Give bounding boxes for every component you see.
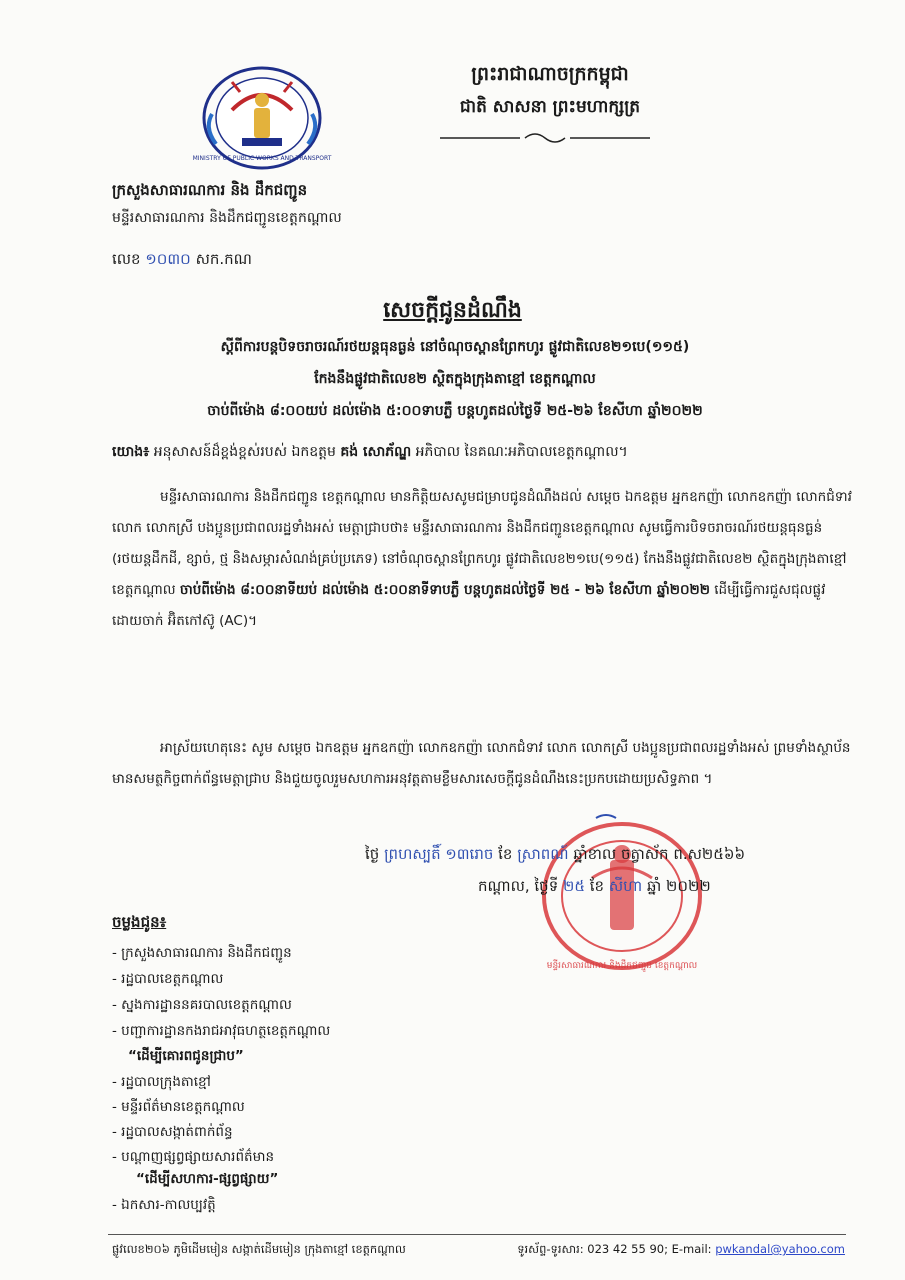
para-1-schedule: ចាប់ពីម៉ោង ៨:០០នាទីយប់ ដល់ម៉ោង ៥:០០នាទីទាបភ្លឺ បន្ដហូតដល់ថ្ងៃទី ២៥ - ២៦ ខែសីហា ឆ្នាំ២០២២: [179, 582, 710, 598]
distribution-item: - មន្ទីរព័ត៌មានខេត្តកណ្ដាល: [112, 1099, 245, 1115]
reference-line: [112, 442, 852, 463]
ministry-name: ក្រសួងសាធារណការ និង ដឹកជញ្ជូន: [112, 181, 308, 199]
distribution-item: - បញ្ជាការដ្ឋានកងរាជអាវុធហត្ថខេត្តកណ្ដាល: [112, 1023, 331, 1039]
ref-suffix: សក.កណ: [195, 250, 252, 268]
solar-day: ២៥: [563, 877, 585, 895]
distribution-heading: ចម្លងជូន៖: [112, 913, 167, 931]
subtitle-line-3: ចាប់ពីម៉ោង ៨:០០យប់ ដល់ម៉ោង ៥:០០ទាបភ្លឺ បន្ដហូតដល់ថ្ងៃទី ២៥-២៦ ខែសីហា ឆ្នាំ២០២២: [207, 403, 703, 419]
para-1-text-2: ដើម្បីធ្វើការជួសជុលផ្លូវដោយចាក់ អ៊ិតកៅស៊ូ (AC)។: [112, 582, 826, 629]
distribution-item: - រដ្ឋបាលក្រុងតាខ្មៅ: [112, 1074, 211, 1090]
document-title: សេចក្ដីជូនដំណឹង: [383, 298, 522, 323]
distribution-item: - ឯកសារ-កាលប្បវត្តិ: [112, 1197, 216, 1213]
footer-divider: [108, 1234, 846, 1235]
reference-number-line: [112, 250, 252, 272]
notice-paragraph-2: អាស្រ័យហេតុនេះ សូម សម្ដេច ឯកឧត្ដម អ្នកឧកញ៉ា លោកឧកញ៉ា លោកជំទាវ លោក លោកស្រី បងប្អូនប្រជាពលរដ្ឋទាំងអស់ ព្រមទាំងស្ថាប័នមានសមត្ថកិច្ចពាក់ព័ន្ធមេត្តាជ្រាប និងជួយចូលរួមសហការអនុវត្តតាមខ្លឹមសារសេចក្ដីជូនដំណឹងនេះប្រកបដោយប្រសិទ្ធភាព ។: [112, 740, 851, 787]
distribution-item: - ក្រសួងសាធារណការ និងដឹកជញ្ជូន: [112, 945, 292, 961]
lunar-month: ស្រាពណ៍: [517, 845, 569, 863]
solar-year: ឆ្នាំ ២០២២: [646, 877, 711, 895]
reference-text-2: អភិបាល នៃគណៈអភិបាលខេត្តកណ្ដាល។: [415, 444, 628, 460]
distribution-item: - រដ្ឋបាលខេត្តកណ្ដាល: [112, 971, 224, 987]
footer-contact: [517, 1242, 845, 1259]
reference-label: យោង៖: [112, 444, 150, 460]
footer-email-link[interactable]: pwkandal@yahoo.com: [715, 1242, 845, 1256]
reference-name: គង់ សោភ័ណ្ឌ: [340, 444, 412, 460]
para-1-text-1: មន្ទីរសាធារណការ និងដឹកជញ្ជូន ខេត្តកណ្ដាល មានកិត្តិយសសូមជម្រាបជូនដំណឹងដល់ សម្ដេច ឯកឧត្ដម អ្នកឧកញ៉ា លោកឧកញ៉ា លោកជំទាវ លោក លោកស្រី បងប្អូនប្រជាពលរដ្ឋទាំងអស់ មេត្តាជ្រាបថា៖ មន្ទីរសាធារណការ និងដឹកជញ្ជូនខេត្តកណ្ដាល សូមធ្វើការបិទចរាចរណ៍រថយន្តធុនធ្ងន់ (រថយន្តដឹកដី, ខ្សាច់, ថ្ម និងសម្ភារសំណង់គ្រប់ប្រភេទ) នៅចំណុចស្ពានព្រែកហូរ ផ្លូវជាតិលេខ២១បេ(១១៥) កែងនឹងផ្លូវជាតិលេខ២ ស្ថិតក្នុងក្រុងតាខ្មៅ ខេត្តកណ្ដាល: [112, 489, 852, 598]
ref-prefix: លេខ: [112, 250, 141, 268]
lunar-day: ព្រហស្បតិ៍ ១៣រោច: [384, 845, 494, 863]
footer-address: ផ្លូវលេខ២០៦ ភូមិដើមមៀន សង្កាត់ដើមមៀន ក្រុងតាខ្មៅ ខេត្តកណ្ដាល: [112, 1242, 406, 1256]
ministry-logo: [192, 52, 332, 180]
stamp-text: មន្ទីរសាធារណការ និងដឹកជញ្ជូន ខេត្តកណ្ដាល: [546, 961, 698, 971]
footer-contact-label: ទូរស័ព្ទ-ទូរសារ: 023 42 55 90; E-mail:: [517, 1242, 712, 1256]
solar-month-prefix: ខែ: [589, 877, 605, 895]
kingdom-title: ព្រះរាជាណាចក្រកម្ពុជា: [471, 63, 629, 85]
solar-month: សីហា: [608, 877, 643, 895]
distribution-note: “ដើម្បីសហការ-ផ្សព្វផ្សាយ”: [136, 1171, 279, 1187]
distribution-item: - រដ្ឋបាលសង្កាត់ពាក់ព័ន្ធ: [112, 1124, 233, 1140]
subtitle-line-1: ស្ដីពីការបន្ដបិទចរាចរណ៍រថយន្តធុនធ្ងន់ នៅចំណុចស្ពានព្រែកហូរ ផ្លូវជាតិលេខ២១បេ(១១៥): [220, 339, 690, 355]
motto-divider-ornament: [440, 130, 650, 144]
subtitle-line-2: កែងនឹងផ្លូវជាតិលេខ២ ស្ថិតក្នុងក្រុងតាខ្មៅ ខេត្តកណ្ដាល: [314, 371, 596, 387]
solar-place: កណ្ដាល, ថ្ងៃទី: [478, 877, 559, 895]
solar-date-line: [478, 877, 711, 899]
logo-text: MINISTRY OF PUBLIC WORKS AND TRANSPORT: [192, 155, 332, 162]
lunar-month-prefix: ខែ: [498, 845, 513, 863]
department-name: មន្ទីរសាធារណការ និងដឹកជញ្ជូនខេត្តកណ្ដាល: [112, 210, 342, 226]
ref-number: ១០៣០: [145, 250, 191, 268]
reference-text-1: អនុសាសន៍ដ៏ខ្ពង់ខ្ពស់របស់ ឯកឧត្ដម: [153, 444, 336, 460]
lunar-date-line: [365, 845, 745, 867]
lunar-suffix: ឆ្នាំខាល ចត្វាស័ក ព.ស២៥៦៦: [573, 845, 746, 863]
distribution-item: - ស្នងការដ្ឋាននគរបាលខេត្តកណ្ដាល: [112, 997, 292, 1013]
notice-paragraph-1: [112, 482, 852, 637]
distribution-note: “ដើម្បីគោរពជូនជ្រាប”: [128, 1048, 244, 1064]
kingdom-motto: ជាតិ សាសនា ព្រះមហាក្សត្រ: [459, 97, 641, 117]
distribution-item: - បណ្ដាញផ្សព្វផ្សាយសារព័ត៌មាន: [112, 1149, 275, 1165]
lunar-prefix: ថ្ងៃ: [365, 845, 380, 863]
